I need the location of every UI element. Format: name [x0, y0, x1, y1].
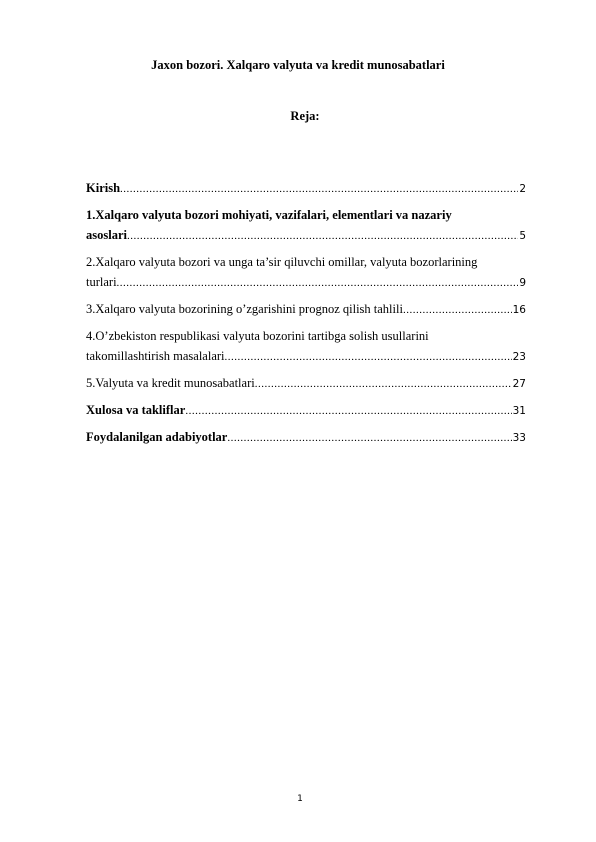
toc-leader-dots	[127, 226, 518, 246]
table-of-contents	[86, 178, 526, 454]
toc-entry-4	[86, 326, 526, 367]
toc-leader-dots	[225, 347, 512, 367]
toc-entry-page: 5	[519, 230, 526, 242]
toc-entry-page: 31	[512, 405, 526, 417]
document-title: Jaxon bozori. Xalqaro valyuta va kredit munosabatlari	[151, 58, 445, 72]
toc-entry-label: Xulosa va takliflar	[86, 403, 186, 417]
toc-leader-dots	[117, 273, 519, 293]
toc-entry-page: 27	[512, 378, 526, 390]
toc-leader-dots	[185, 401, 511, 421]
toc-entry-label: asoslari	[86, 228, 127, 242]
toc-entry-text: 1.Xalqaro valyuta bozori mohiyati, vazifalari, elementlari va nazariy	[86, 208, 452, 222]
toc-entry-kirish	[86, 178, 526, 199]
toc-entry-label: Kirish	[86, 181, 121, 195]
toc-entry-1	[86, 205, 526, 246]
toc-entry-page: 33	[512, 432, 526, 444]
plan-heading: Reja:	[290, 109, 320, 123]
toc-entry-text: 2.Xalqaro valyuta bozori va unga ta’sir qiluvchi omillar, valyuta bozorlarining	[86, 255, 478, 269]
toc-entry-label: turlari	[86, 275, 117, 289]
toc-leader-dots	[255, 374, 512, 394]
toc-entry-5	[86, 373, 526, 394]
toc-entry-adabiyotlar	[86, 427, 526, 448]
toc-entry-page: 23	[512, 351, 526, 363]
toc-entry-page: 16	[512, 304, 526, 316]
toc-entry-page: 2	[519, 183, 526, 195]
toc-entry-text: 4.O’zbekiston respublikasi valyuta bozorini tartibga solish usullarini	[86, 329, 429, 343]
page-number: 1	[297, 794, 303, 804]
toc-entry-label: Foydalanilgan adabiyotlar	[86, 430, 228, 444]
toc-leader-dots	[227, 428, 511, 448]
toc-entry-3	[86, 299, 526, 320]
toc-leader-dots	[403, 300, 512, 320]
toc-leader-dots	[120, 179, 518, 199]
toc-entry-label: takomillashtirish masalalari	[86, 349, 225, 363]
toc-entry-xulosa	[86, 400, 526, 421]
toc-entry-label: 5.Valyuta va kredit munosabatlari	[86, 376, 255, 390]
toc-entry-2	[86, 252, 526, 293]
toc-entry-page: 9	[519, 277, 526, 289]
toc-entry-label: 3.Xalqaro valyuta bozorining o’zgarishini prognoz qilish tahlili	[86, 302, 403, 316]
